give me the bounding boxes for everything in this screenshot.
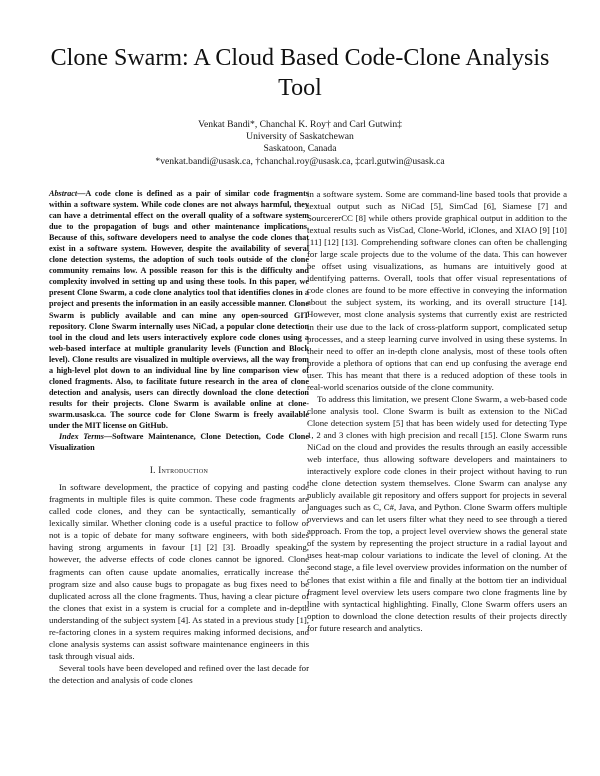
right-column: [307, 188, 567, 634]
author-names: Venkat Bandi*, Chanchal K. Roy† and Carl Gutwin‡: [198, 119, 402, 130]
intro-paragraph-2-start: Several tools have been developed and refined over the last decade for the detection and analysis of code clones: [49, 662, 309, 685]
intro-paragraph-3: To address this limitation, we present Clone Swarm, a web-based code clone analysis tool. Clone Swarm is built as extension to the NiCad Clone detection system [5] that has been widely used for detecting Type 1, 2 and 3 clones with high precision and recall [15]. Clone Swarm runs NiCad on the cloud and provides the results through an easily accessible web interface, thus allowing software developers and maintainers to interactively explore code clones in their project without having to run the clone detection system themselves. Clone Swarm can analyse any publicly available git repository and offers support for projects in several languages such as C, C#, Java, and Python. Clone Swarm offers multiple overviews and can let users filter what they need to see through a tiered approach. From the top, a project level overview shows the general state of the system by representing the project structure in a radial layout and uses heat-map colour variations to indicate the level of cloning. At the second stage, a file level overview provides information on the number of clones that exist within a file and finally at the bottom tier an individual fragment level overview lets users compare two clone fragments line by line with syntactical highlighting. Finally, Clone Swarm offers users an option to download the clone detection results of their projects directly for future research and analytics.: [307, 393, 567, 633]
author-affiliation: University of Saskatchewan: [246, 131, 354, 143]
index-terms-text: —Software Maintenance, Clone Detection, Code Clone Visualization: [49, 432, 309, 453]
section-heading: I. Introduction: [149, 465, 209, 476]
intro-paragraph-2-cont: in a software system. Some are command-line based tools that provide a textual output such as NiCad [5], SimCad [6], Siamese [7] and SourcererCC [8] while others provide graphical output in addition to the textual results such as VisCad, Clone-World, iClones, and XIAO [9] [10] [11] [12] [13]. Comprehending software clones can often be challenging for large scale projects due to the volume of the data. This can however be offset using visualizations, as humans are intuitively good at identifying patterns. Overall, tools that offer visual representations of code clones are found to be more effective in conveying the information about the subject system, its working, and its overall structure [14]. However, most clone analysis systems that currently exist are restricted in their use due to the lack of cross-platform support, complicated setup processes, and a steep learning curve involved in using these systems. In their need to offer an in-depth clone analysis, most of these tools often provide a plethora of options that can end up confusing the average end user. This has meant that there is a reduced adoption of these tools in real-world scenarios outside of the clone community.: [307, 189, 567, 392]
index-terms: [49, 431, 309, 453]
author-emails: *venkat.bandi@usask.ca, †chanchal.roy@usask.ca, ‡carl.gutwin@usask.ca: [155, 155, 445, 167]
abstract-label: Abstract: [49, 189, 78, 198]
intro-paragraph-1: In software development, the practice of copying and pasting code fragments in multiple files is quite common. These code fragments are called code clones, and they can be syntactically, semantically or lexically similar. Whether cloning code is a useful practice to follow or not is a topic of debate for many software engineers, with both sides having strong arguments in favour [1] [2] [3]. Broadly speaking, however, the adverse effects of code clones cannot be ignored. Clone fragments can often cause update anomalies, erratically increase the program size and also cause bugs to propagate as bug fixes need to be duplicated across all the clone fragments. Thus, having a clear picture of the clones that exist in a system is crucial for a complete and in-depth understanding of the subject system [4]. As stated in a previous study [1], re-factoring clones in a system requires making informed decisions, and clone analysis systems can assist software maintenance engineers in this task through visual aids.: [49, 482, 309, 661]
index-terms-label: Index Terms: [59, 432, 104, 442]
left-column: [49, 188, 309, 686]
author-block: [40, 119, 560, 168]
abstract-text: —A code clone is defined as a pair of similar code fragments within a software system. While code clones are not always harmful, they can have a detrimental effect on the overall quality of a software system due to the propagation of bugs and other maintenance implications. Because of this, software developers need to analyse the code clones that exist in a software system. However, despite the availability of several clone detection systems, the adoption of such tools outside of the clone community remains low. A possible reason for this is the difficulty and complexity involved in setting up and using these tools. In this paper, we present Clone Swarm, a code clone analytics tool that identifies clones in a project and presents the information in an easily accessible manner. Clone Swarm is publicly available and can mine any open-sourced GIT repository. Clone Swarm internally uses NiCad, a popular clone detection tool in the cloud and lets users interactively explore code clones using a web-based interface at multiple granularity levels (Function and Block level). Clone results are visualized in multiple overviews, all the way from a high-level plot down to an individual line by line comparison view of cloned fragments. Also, to facilitate future research in the area of clone detection and analysis, users can directly download the clone detection results for their projects. Clone Swarm is available online at clone-swarm.usask.ca. The source code for Clone Swarm is freely available under the MIT license on GitHub.: [49, 189, 309, 430]
abstract: [49, 188, 309, 431]
author-location: Saskatoon, Canada: [263, 143, 337, 155]
paper-title: Clone Swarm: A Cloud Based Code-Clone Analysis Tool: [50, 45, 550, 101]
